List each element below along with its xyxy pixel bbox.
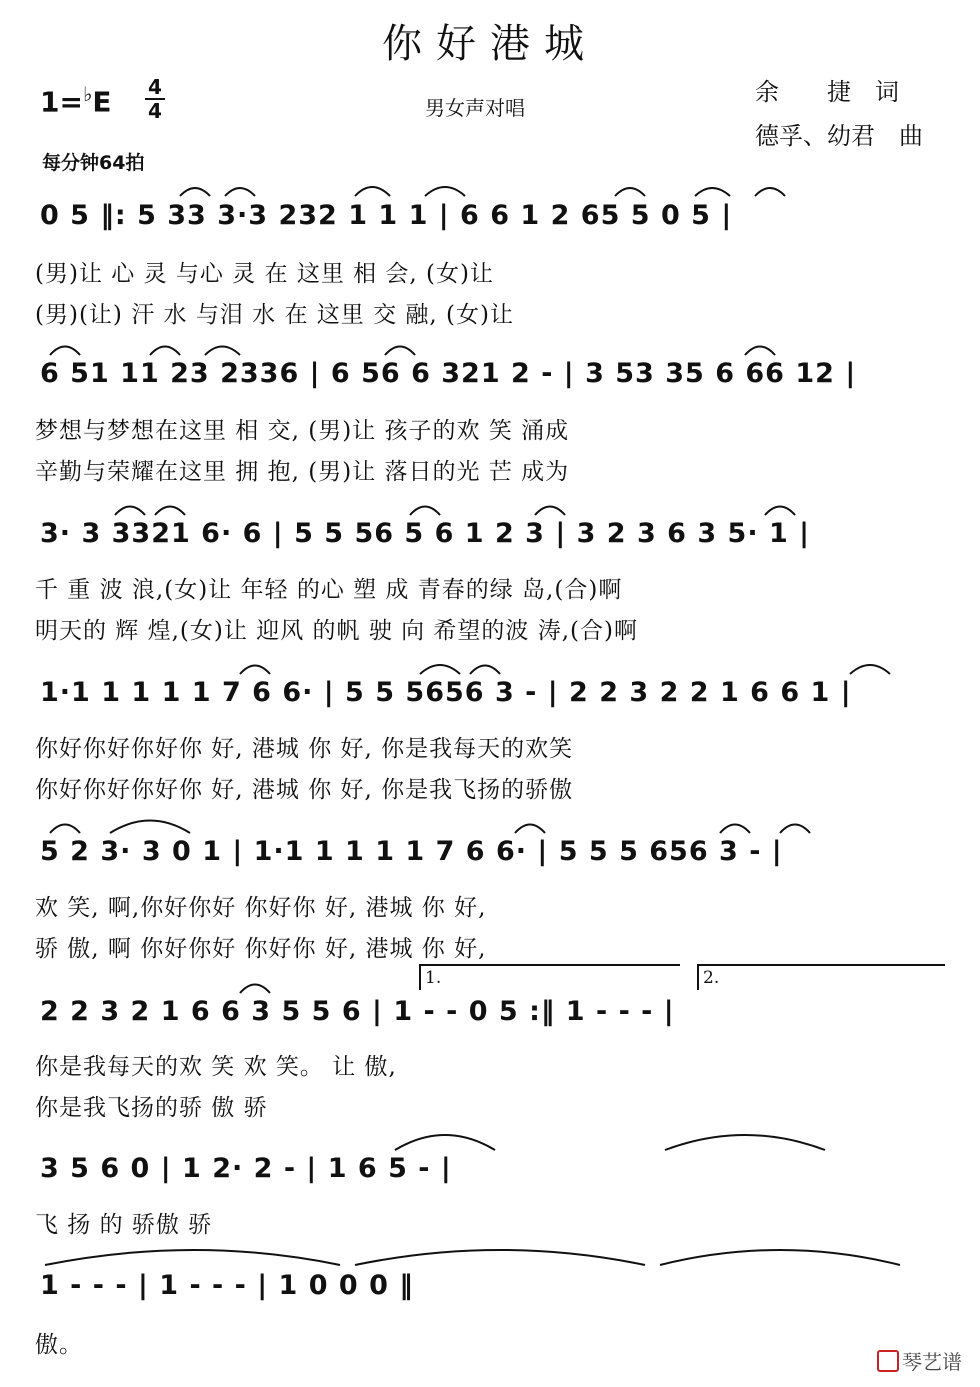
first-ending-bracket bbox=[420, 965, 680, 990]
key-prefix: 1= bbox=[40, 85, 83, 119]
lyricist-credit: 余 捷 词 bbox=[755, 78, 899, 106]
time-signature-top: 4 bbox=[148, 75, 162, 99]
system-5-lyrics-verse-1: 欢 笑, 啊,你好你好 你好你 好, 港城 你 好, bbox=[35, 895, 487, 921]
slur bbox=[665, 1135, 825, 1150]
flat-sign: ♭ bbox=[82, 82, 93, 106]
slur bbox=[50, 825, 80, 834]
system-8-lyrics: 傲。 bbox=[35, 1332, 83, 1358]
slur bbox=[410, 507, 440, 516]
system-3-notes: 3· 3 3321 6· 6 | 5 5 56 5 6 1 2 3 | 3 2 3 6 3 5· 1 | bbox=[40, 518, 811, 549]
system-5-lyrics-verse-2: 骄 傲, 啊 你好你好 你好你 好, 港城 你 好, bbox=[35, 936, 487, 962]
system-4-lyrics-verse-2: 你好你好你好你 好, 港城 你 好, 你是我飞扬的骄傲 bbox=[35, 777, 574, 803]
system-7-lyrics: 飞 扬 的 骄傲 骄 bbox=[35, 1212, 213, 1238]
slur bbox=[425, 187, 465, 196]
slur bbox=[720, 825, 750, 834]
slur bbox=[615, 188, 645, 196]
slur bbox=[695, 188, 730, 196]
system-6-lyrics-verse-2: 你是我飞扬的骄 傲 骄 bbox=[35, 1095, 268, 1121]
slur bbox=[110, 821, 190, 834]
slur bbox=[745, 347, 775, 356]
slur bbox=[240, 666, 270, 675]
second-ending-bracket bbox=[698, 965, 945, 990]
second-ending-label: 2. bbox=[703, 968, 720, 988]
system-2-notes: 6 51 11 23 2336 | 6 56 6 321 2 - | 3 53 35 6 66 12 | bbox=[40, 358, 857, 389]
voices-label: 男女声对唱 bbox=[425, 96, 525, 120]
slur bbox=[355, 187, 390, 196]
key-note: E bbox=[92, 85, 112, 119]
slur bbox=[240, 985, 270, 994]
system-1-lyrics-verse-1: (男)让 心 灵 与心 灵 在 这里 相 会, (女)让 bbox=[35, 261, 495, 287]
system-7-notes: 3 5 6 0 | 1 2· 2 - | 1 6 5 - | bbox=[40, 1153, 452, 1184]
slur bbox=[780, 825, 810, 834]
slur bbox=[50, 347, 80, 356]
time-signature-bottom: 4 bbox=[145, 98, 165, 122]
watermark bbox=[877, 1346, 962, 1375]
slur bbox=[45, 1250, 340, 1265]
watermark-text: 琴艺谱 bbox=[902, 1350, 962, 1374]
system-1-notes: 0 5 ‖: 5 33 3·3 232 1 1 1 | 6 6 1 2 65 5 0 5 | bbox=[40, 200, 733, 231]
page-title: 你好港城 bbox=[382, 21, 598, 67]
tempo-marking: 每分钟64拍 bbox=[42, 152, 145, 174]
slur bbox=[420, 665, 460, 674]
slur bbox=[515, 825, 545, 834]
slur bbox=[115, 507, 145, 516]
slur bbox=[180, 188, 210, 196]
system-6-notes: 2 2 3 2 1 6 6 3 5 5 6 | 1 - - 0 5 :‖ 1 - - - | bbox=[40, 996, 675, 1027]
system-4-lyrics-verse-1: 你好你好你好你 好, 港城 你 好, 你是我每天的欢笑 bbox=[35, 736, 574, 762]
slur bbox=[385, 347, 415, 356]
slur bbox=[850, 665, 890, 674]
slur bbox=[395, 1135, 495, 1150]
slur bbox=[355, 1250, 645, 1265]
slur bbox=[225, 188, 255, 196]
composer-credit: 德孚、幼君 曲 bbox=[755, 122, 923, 150]
system-3-lyrics-verse-1: 千 重 波 浪,(女)让 年轻 的心 塑 成 青春的绿 岛,(合)啊 bbox=[35, 577, 623, 603]
slur bbox=[755, 188, 785, 196]
system-4-notes: 1·1 1 1 1 1 7 6 6· | 5 5 5656 3 - | 2 2 3 2 2 1 6 6 1 | bbox=[40, 677, 852, 708]
slur bbox=[535, 507, 565, 516]
system-8-notes: 1 - - - | 1 - - - | 1 0 0 0 ‖ bbox=[40, 1270, 414, 1301]
slur bbox=[765, 507, 795, 516]
system-2-lyrics-verse-1: 梦想与梦想在这里 相 交, (男)让 孩子的欢 笑 涌成 bbox=[35, 418, 570, 444]
system-6-lyrics-verse-1: 你是我每天的欢 笑 欢 笑。 让 傲, bbox=[35, 1054, 397, 1080]
slur bbox=[150, 347, 180, 356]
system-2-lyrics-verse-2: 辛勤与荣耀在这里 拥 抱, (男)让 落日的光 芒 成为 bbox=[35, 459, 570, 485]
slur bbox=[205, 347, 240, 356]
system-3-lyrics-verse-2: 明天的 辉 煌,(女)让 迎风 的帆 驶 向 希望的波 涛,(合)啊 bbox=[35, 618, 639, 644]
slur bbox=[660, 1250, 900, 1265]
slur bbox=[470, 666, 500, 675]
slur bbox=[155, 507, 185, 516]
first-ending-label: 1. bbox=[425, 968, 442, 988]
system-1-lyrics-verse-2: (男)(让) 汗 水 与泪 水 在 这里 交 融, (女)让 bbox=[35, 302, 514, 328]
system-5-notes: 5 2 3· 3 0 1 | 1·1 1 1 1 1 7 6 6· | 5 5 5 656 3 - | bbox=[40, 836, 783, 867]
music-logo-icon bbox=[877, 1350, 899, 1372]
